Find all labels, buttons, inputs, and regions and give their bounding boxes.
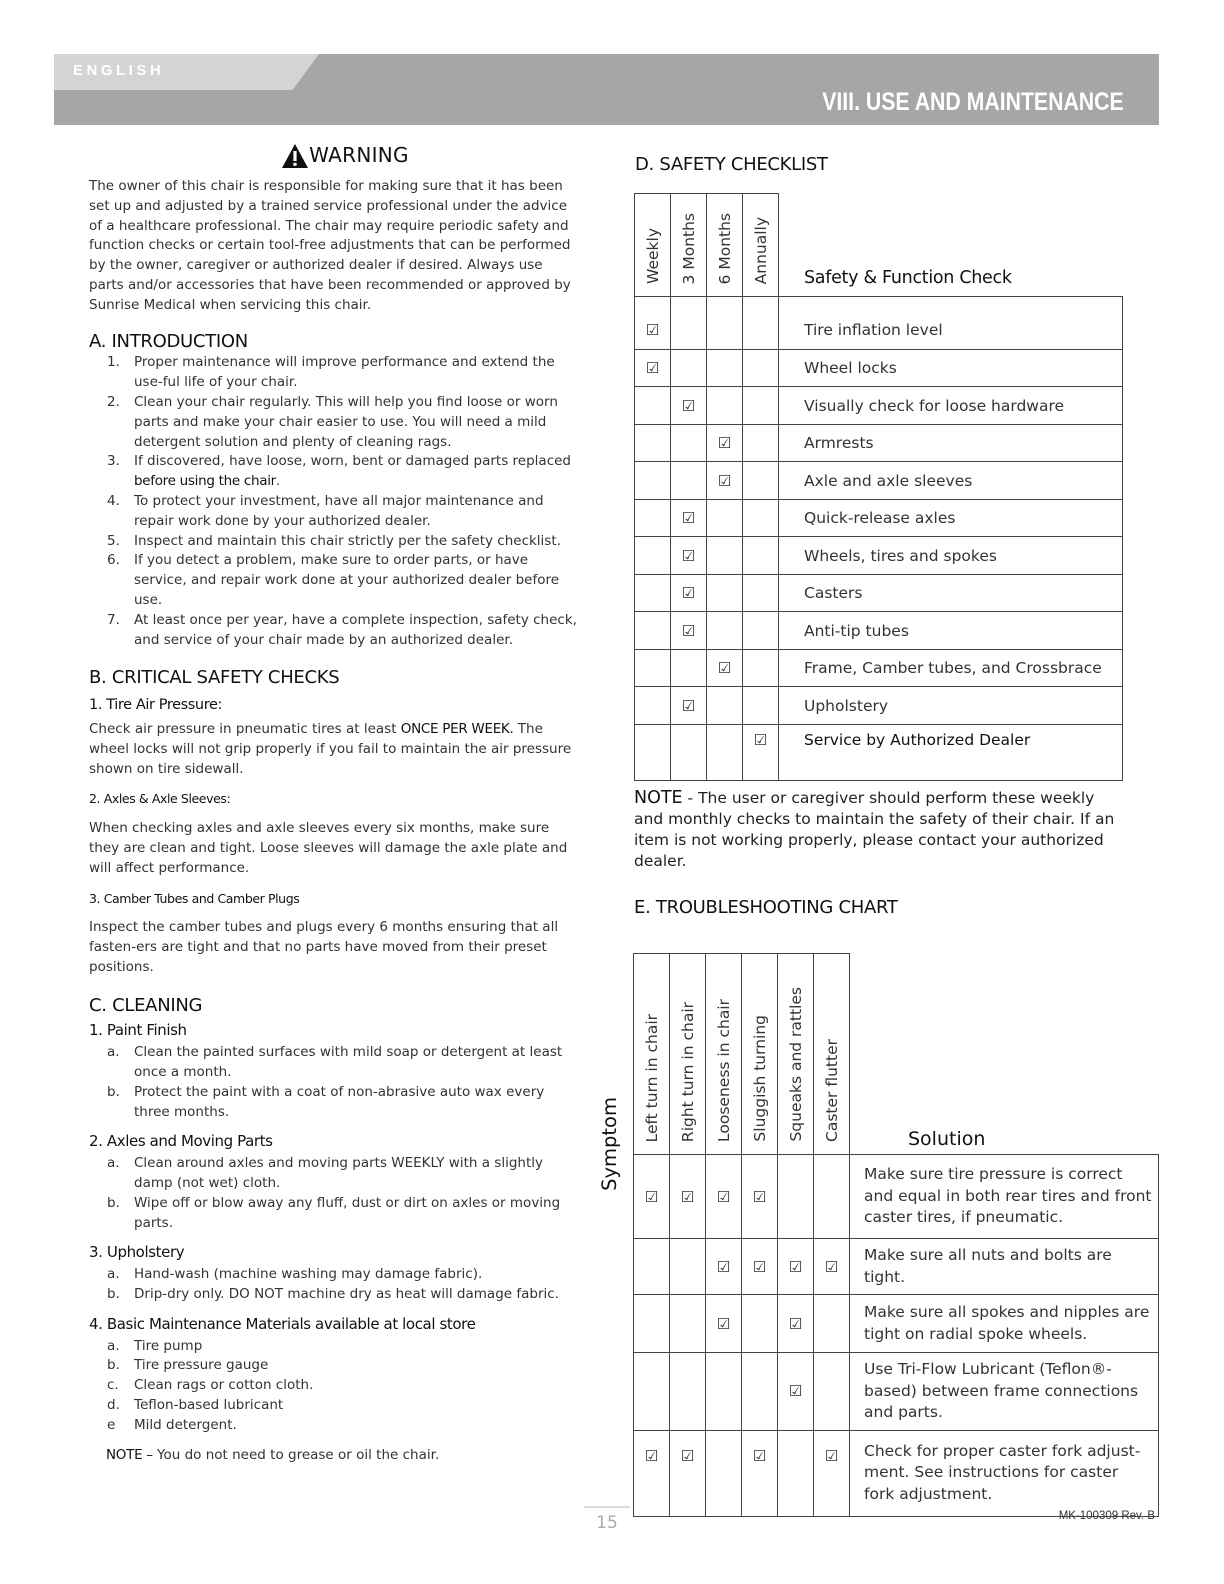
solution-text: Check for proper caster fork adjust-ment. See instructions for caster fork adjustment.: [850, 1430, 1159, 1516]
item-text-main: If you detect a problem, make sure to order parts, or have service, and repair work done at your authorized dealer before use.: [134, 552, 560, 608]
camber-heading: 3. Camber Tubes and Camber Plugs: [89, 890, 300, 906]
item-letter: b.: [107, 1194, 120, 1211]
symptom-column-header: [814, 954, 850, 1155]
empty-cell: [814, 1295, 850, 1353]
cleaning-list: [89, 1265, 581, 1305]
troubleshooting-row: [634, 1353, 1159, 1431]
checkbox-checked-icon: ☑: [671, 500, 707, 537]
symptom-column-label: Caster flutter: [822, 1039, 841, 1142]
empty-cell: [635, 425, 671, 462]
empty-cell: [707, 687, 743, 725]
warning-heading: [109, 143, 581, 169]
item-letter: b.: [107, 1357, 120, 1374]
item-letter: b.: [107, 1286, 120, 1303]
axle-text: When checking axles and axle sleeves every six months, make sure they are clean and tight. Loose sleeves will damage the axle plate and will affect performance.: [89, 820, 568, 876]
cleaning-note-bold: NOTE –: [106, 1446, 153, 1463]
cleaning-subheading: 2. Axles and Moving Parts: [89, 1132, 273, 1151]
item-text: Clean around axles and moving parts WEEKLY with a slightly damp (not wet) cloth.: [134, 1155, 543, 1192]
checklist-row: [635, 350, 1123, 387]
checkbox-checked-icon: ☑: [671, 387, 707, 425]
checkbox-checked-icon: ☑: [743, 725, 779, 781]
checklist-row: [635, 537, 1123, 575]
checkbox-checked-icon: ☑: [778, 1239, 814, 1295]
cleaning-sections: [89, 1021, 581, 1435]
item-letter: b.: [107, 1083, 120, 1100]
cleaning-note: [89, 1446, 581, 1466]
symptom-column-label: Right turn in chair: [678, 1001, 697, 1142]
checklist-note: [634, 788, 1126, 872]
item-number: 1.: [107, 354, 120, 371]
item-text-main: To protect your investment, have all major maintenance and repair work done by your authorized dealer.: [134, 492, 544, 529]
list-item: [89, 393, 581, 452]
checkbox-checked-icon: ☑: [671, 612, 707, 650]
symptom-column-label: Sluggish turning: [750, 1015, 769, 1142]
checkbox-checked-icon: ☑: [634, 1155, 670, 1239]
cleaning-subheading: 1. Paint Finish: [89, 1021, 187, 1040]
warning-triangle-icon: [281, 143, 309, 169]
list-item: [89, 532, 581, 552]
list-item: [89, 1083, 581, 1123]
checklist-item-label: Visually check for loose hardware: [779, 387, 1123, 425]
checklist-heading: D. SAFETY CHECKLIST: [635, 154, 828, 175]
item-text: Drip-dry only. DO NOT machine dry as heat will damage fabric.: [134, 1286, 559, 1303]
checklist-row: [635, 462, 1123, 500]
checklist-row: [635, 612, 1123, 650]
empty-cell: [634, 1239, 670, 1295]
solution-text: Make sure tire pressure is correct and equal in both rear tires and front caster tires, if pneumatic.: [850, 1155, 1159, 1239]
checklist-column-header: [743, 194, 779, 297]
list-item: [89, 1194, 581, 1234]
cleaning-list: [89, 1154, 581, 1233]
item-letter: e: [107, 1416, 116, 1433]
checklist-item-label: Axle and axle sleeves: [779, 462, 1123, 500]
troubleshooting-table: [633, 953, 1159, 1517]
left-column: [89, 143, 581, 1465]
checkbox-checked-icon: ☑: [778, 1295, 814, 1353]
checklist-row: [635, 297, 1123, 350]
empty-cell: [707, 350, 743, 387]
empty-cell: [671, 650, 707, 687]
empty-cell: [707, 500, 743, 537]
checkbox-checked-icon: ☑: [670, 1155, 706, 1239]
empty-cell: [814, 1353, 850, 1431]
checklist-item-label: Wheel locks: [779, 350, 1123, 387]
axle-heading: 2. Axles & Axle Sleeves:: [89, 791, 231, 807]
item-number: 2.: [107, 393, 120, 410]
symptom-column-header: [670, 954, 706, 1155]
empty-cell: [635, 725, 671, 781]
empty-cell: [635, 687, 671, 725]
troubleshooting-row: [634, 1155, 1159, 1239]
empty-cell: [743, 650, 779, 687]
language-label: ENGLISH: [73, 62, 165, 79]
empty-cell: [707, 612, 743, 650]
checkbox-checked-icon: ☑: [742, 1239, 778, 1295]
checkbox-checked-icon: ☑: [706, 1239, 742, 1295]
item-text: [134, 492, 581, 532]
list-item: [89, 1416, 581, 1436]
empty-cell: [671, 725, 707, 781]
checkbox-checked-icon: ☑: [635, 297, 671, 350]
checkbox-checked-icon: ☑: [707, 650, 743, 687]
empty-cell: [743, 387, 779, 425]
tire-text-b: The wheel locks will not grip properly if you fail to maintain the air pressure shown on tire sidewall.: [89, 720, 572, 777]
list-item: [89, 1043, 581, 1083]
column-label: Annually: [751, 216, 770, 284]
item-text: Hand-wash (machine washing may damage fabric).: [134, 1266, 483, 1283]
column-label: 3 Months: [679, 212, 698, 284]
checkbox-checked-icon: ☑: [706, 1155, 742, 1239]
symptom-column-header: [778, 954, 814, 1155]
checklist-row: [635, 500, 1123, 537]
list-item: [89, 492, 581, 532]
list-item: [89, 1285, 581, 1305]
list-item: [89, 1154, 581, 1194]
item-text-bold: before using the chair: [134, 473, 276, 490]
empty-cell: [670, 1353, 706, 1431]
item-text: Tire pressure gauge: [134, 1357, 269, 1374]
page-number: 15: [584, 1506, 630, 1533]
empty-cell: [635, 650, 671, 687]
symptom-text: Symptom: [598, 1097, 621, 1191]
checkbox-checked-icon: ☑: [778, 1353, 814, 1431]
checkbox-checked-icon: ☑: [814, 1430, 850, 1516]
cleaning-heading: C. CLEANING: [89, 994, 203, 1016]
empty-cell: [671, 425, 707, 462]
item-text: Protect the paint with a coat of non-abrasive auto wax every three months.: [134, 1083, 545, 1120]
checklist-row: [635, 650, 1123, 687]
item-number: 4.: [107, 492, 120, 509]
item-text-main: At least once per year, have a complete inspection, safety check, and service of your chair made by an authorized dealer.: [134, 611, 577, 648]
empty-cell: [778, 1430, 814, 1516]
item-letter: a.: [107, 1266, 120, 1283]
checklist-row: [635, 387, 1123, 425]
checkbox-checked-icon: ☑: [670, 1430, 706, 1516]
empty-cell: [634, 1295, 670, 1353]
checklist-item-label: Wheels, tires and spokes: [779, 537, 1123, 575]
empty-cell: [743, 612, 779, 650]
item-number: 7.: [107, 611, 120, 628]
cleaning-subheading: 3. Upholstery: [89, 1243, 185, 1262]
empty-cell: [706, 1353, 742, 1431]
checklist-item-label: Quick-release axles: [779, 500, 1123, 537]
tire-text-a: Check air pressure in pneumatic tires at least: [89, 720, 397, 737]
empty-cell: [671, 462, 707, 500]
checklist-item-label: Anti-tip tubes: [779, 612, 1123, 650]
checklist-note-text: - The user or caregiver should perform these weekly and monthly checks to maintain the safety of their chair. If an item is not working properly, please contact your authorized dealer.: [634, 789, 1115, 870]
safety-checklist-table: [634, 193, 1123, 781]
checkbox-checked-icon: ☑: [671, 687, 707, 725]
list-item: [89, 353, 581, 393]
symptom-column-label: Left turn in chair: [642, 1013, 661, 1142]
checklist-item-label: Tire inflation level: [779, 297, 1123, 350]
checklist-item-label: Casters: [779, 575, 1123, 612]
checklist-row: [635, 725, 1123, 781]
tire-text: [89, 720, 581, 779]
solution-text: Use Tri-Flow Lubricant (Teflon®-based) between frame connections and parts.: [850, 1353, 1159, 1431]
empty-cell: [706, 1430, 742, 1516]
checklist-column-header: [707, 194, 743, 297]
empty-cell: [743, 687, 779, 725]
item-text: [134, 393, 581, 452]
checkbox-checked-icon: ☑: [671, 537, 707, 575]
item-letter: a.: [107, 1044, 120, 1061]
empty-cell: [743, 575, 779, 612]
item-text: Clean rags or cotton cloth.: [134, 1377, 314, 1394]
tire-bold: ONCE PER WEEK.: [400, 720, 514, 737]
empty-cell: [635, 612, 671, 650]
empty-cell: [671, 350, 707, 387]
empty-cell: [635, 537, 671, 575]
empty-cell: [743, 462, 779, 500]
item-text: [134, 532, 581, 552]
item-text: Wipe off or blow away any fluff, dust or dirt on axles or moving parts.: [134, 1194, 561, 1231]
troubleshooting-row: [634, 1239, 1159, 1295]
checkbox-checked-icon: ☑: [707, 462, 743, 500]
critical-heading: B. CRITICAL SAFETY CHECKS: [89, 667, 340, 689]
item-text-after: .: [275, 473, 281, 490]
item-text: [134, 611, 581, 651]
list-item: [89, 1396, 581, 1416]
empty-cell: [743, 297, 779, 350]
item-number: 3.: [107, 453, 120, 470]
empty-cell: [707, 575, 743, 612]
empty-cell: [707, 725, 743, 781]
empty-cell: [743, 537, 779, 575]
symptom-label: [598, 1097, 628, 1191]
column-label: Weekly: [643, 228, 662, 284]
checklist-item-label: Frame, Camber tubes, and Crossbrace: [779, 650, 1123, 687]
empty-cell: [707, 387, 743, 425]
checkbox-checked-icon: ☑: [814, 1239, 850, 1295]
empty-cell: [635, 462, 671, 500]
cleaning-note-text: You do not need to grease or oil the chair.: [152, 1446, 440, 1463]
empty-cell: [778, 1155, 814, 1239]
troubleshooting-row: [634, 1295, 1159, 1353]
checklist-item-label: Upholstery: [779, 687, 1123, 725]
empty-cell: [635, 387, 671, 425]
item-letter: c.: [107, 1377, 119, 1394]
list-item: [89, 611, 581, 651]
item-number: 5.: [107, 532, 120, 549]
checklist-item-label: Armrests: [779, 425, 1123, 462]
checklist-column-header: [671, 194, 707, 297]
item-letter: a.: [107, 1337, 120, 1354]
list-item: [89, 1356, 581, 1376]
symptom-column-label: Squeaks and rattles: [786, 987, 805, 1142]
empty-cell: [742, 1295, 778, 1353]
empty-cell: [743, 425, 779, 462]
troubleshooting-row: [634, 1430, 1159, 1516]
symptom-column-header: [742, 954, 778, 1155]
checkbox-checked-icon: ☑: [635, 350, 671, 387]
warning-text: The owner of this chair is responsible for making sure that it has been set up and adjusted by a trained service professional under the advice of a healthcare professional. The chair may require periodic safety and function checks or certain tool-free adjustments that can be performed by the owner, caregiver or authorized dealer if desired. Always use parts and/or accessories that have been recommended or approved by Sunrise Medical when servicing this chair.: [89, 178, 571, 313]
empty-cell: [635, 500, 671, 537]
item-letter: a.: [107, 1155, 120, 1172]
checkbox-checked-icon: ☑: [634, 1430, 670, 1516]
intro-list: [89, 353, 581, 650]
checklist-row: [635, 575, 1123, 612]
checkbox-checked-icon: ☑: [742, 1155, 778, 1239]
troubleshooting-heading: E. TROUBLESHOOTING CHART: [634, 897, 898, 918]
empty-cell: [670, 1239, 706, 1295]
symptom-column-label: Looseness in chair: [714, 999, 733, 1142]
camber-text: Inspect the camber tubes and plugs every 6 months ensuring that all fasten-ers are tight and that no parts have moved from their preset positions.: [89, 919, 559, 975]
empty-cell: [634, 1353, 670, 1431]
item-text-main: Proper maintenance will improve performance and extend the use-ful life of your chair.: [134, 354, 555, 391]
cleaning-list: [89, 1337, 581, 1436]
checkbox-checked-icon: ☑: [742, 1430, 778, 1516]
item-text-main: If discovered, have loose, worn, bent or damaged parts replaced: [134, 453, 572, 470]
empty-cell: [743, 500, 779, 537]
empty-cell: [814, 1155, 850, 1239]
symptom-column-header: [634, 954, 670, 1155]
tire-heading: 1. Tire Air Pressure:: [89, 697, 222, 714]
empty-cell: [742, 1353, 778, 1431]
section-title: VIII. USE AND MAINTENANCE: [822, 88, 1124, 116]
document-id: MK-100309 Rev. B: [1058, 1510, 1155, 1522]
warning-title: WARNING: [309, 143, 409, 168]
checklist-column-header: [635, 194, 671, 297]
list-item: [89, 1376, 581, 1396]
list-item: [89, 452, 581, 492]
symptom-column-header: [706, 954, 742, 1155]
cleaning-subheading: 4. Basic Maintenance Materials available at local store: [89, 1314, 476, 1333]
item-text: [134, 353, 581, 393]
empty-cell: [707, 297, 743, 350]
empty-cell: [671, 297, 707, 350]
list-item: [89, 551, 581, 610]
item-text: Tire pump: [134, 1337, 203, 1354]
empty-cell: [743, 350, 779, 387]
list-item: [89, 1337, 581, 1357]
item-number: 6.: [107, 552, 120, 569]
column-label: 6 Months: [715, 212, 734, 284]
checklist-item-label: Service by Authorized Dealer: [779, 725, 1123, 781]
empty-cell: [670, 1295, 706, 1353]
checklist-note-bold: NOTE: [634, 788, 683, 808]
item-text: Clean the painted surfaces with mild soap or detergent at least once a month.: [134, 1044, 563, 1081]
checklist-row: [635, 687, 1123, 725]
checklist-row: [635, 425, 1123, 462]
item-text: Mild detergent.: [134, 1416, 237, 1433]
list-item: [89, 1265, 581, 1285]
checklist-label-header: Safety & Function Check: [804, 268, 1012, 288]
empty-cell: [707, 537, 743, 575]
item-text-main: Clean your chair regularly. This will help you find loose or worn parts and make your chair easier to use. You will need a mild detergent solution and plenty of cleaning rags.: [134, 393, 558, 450]
cleaning-list: [89, 1043, 581, 1122]
solution-text: Make sure all nuts and bolts are tight.: [850, 1239, 1159, 1295]
item-letter: d.: [107, 1397, 120, 1414]
checkbox-checked-icon: ☑: [707, 425, 743, 462]
item-text: [134, 452, 581, 492]
checkbox-checked-icon: ☑: [706, 1295, 742, 1353]
empty-cell: [635, 575, 671, 612]
item-text: [134, 551, 581, 610]
checkbox-checked-icon: ☑: [671, 575, 707, 612]
item-text-main: Inspect and maintain this chair strictly per the safety checklist.: [134, 532, 561, 549]
solution-header: Solution: [908, 1128, 986, 1150]
intro-heading: A. INTRODUCTION: [89, 330, 248, 352]
solution-text: Make sure all spokes and nipples are tight on radial spoke wheels.: [850, 1295, 1159, 1353]
item-text: Teflon-based lubricant: [134, 1397, 284, 1414]
